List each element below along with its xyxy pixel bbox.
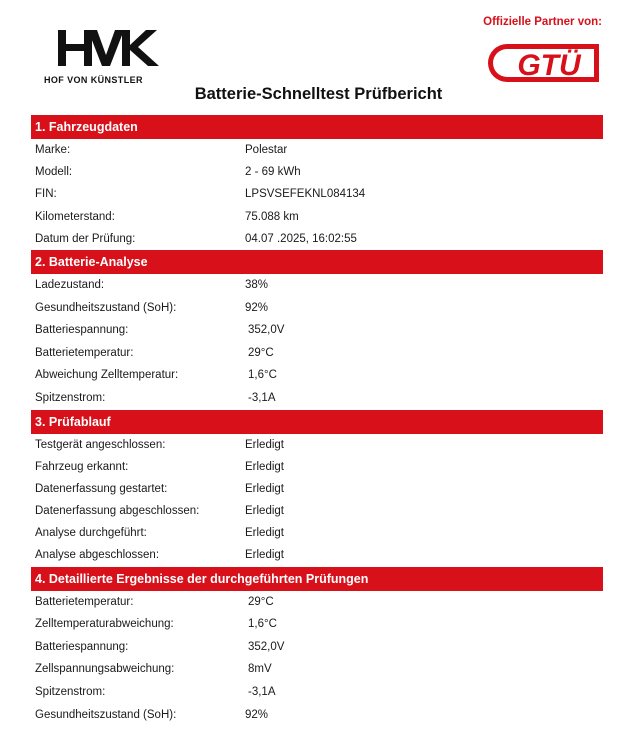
row-label: Datenerfassung gestartet: xyxy=(35,482,168,495)
row-label: Ladezustand: xyxy=(35,278,105,291)
section-vehicle-data xyxy=(31,115,603,250)
data-row xyxy=(31,274,603,297)
row-label: Kilometerstand: xyxy=(35,210,115,223)
row-label: Spitzenstrom: xyxy=(35,686,106,698)
data-row xyxy=(31,206,603,228)
data-row xyxy=(31,704,603,727)
data-row xyxy=(31,387,603,410)
gtue-logo xyxy=(485,38,603,88)
hvk-logo xyxy=(44,28,176,88)
report-title: Batterie-Schnelltest Prüfbericht xyxy=(194,85,443,103)
row-label: Zelltemperaturabweichung: xyxy=(35,618,174,631)
row-value: Erledigt xyxy=(245,505,284,518)
row-label: Analyse durchgeführt: xyxy=(35,527,147,540)
row-label: Testgerät angeschlossen: xyxy=(35,438,166,451)
row-label: Analyse abgeschlossen: xyxy=(35,549,160,562)
row-value: 1,6°C xyxy=(248,618,277,631)
row-label: Batterietemperatur: xyxy=(35,346,134,359)
data-row xyxy=(31,522,603,544)
data-row xyxy=(31,364,603,387)
data-row xyxy=(31,478,603,500)
row-label: Batteriespannung: xyxy=(35,640,129,653)
section-header: 2. Batterie-Analyse xyxy=(31,250,603,274)
row-label: Gesundheitszustand (SoH): xyxy=(35,708,177,721)
section-header: 4. Detaillierte Ergebnisse der durchgeführten Prüfungen xyxy=(31,567,603,591)
report-content xyxy=(31,115,603,726)
row-label: Datum der Prüfung: xyxy=(35,232,136,245)
data-row xyxy=(31,636,603,659)
section-header: 1. Fahrzeugdaten xyxy=(31,115,603,139)
section-header: 3. Prüfablauf xyxy=(31,410,603,434)
gtue-logo-mark xyxy=(485,38,603,88)
data-row xyxy=(31,681,603,704)
row-value: 352,0V xyxy=(248,324,285,337)
row-value: -3,1A xyxy=(248,686,276,698)
row-value: Erledigt xyxy=(245,438,284,451)
row-value: Erledigt xyxy=(245,460,284,473)
data-row xyxy=(31,591,603,614)
row-value: 29°C xyxy=(248,346,274,359)
hvk-logo-mark xyxy=(58,28,162,68)
data-row xyxy=(31,161,603,183)
row-value: 38% xyxy=(245,278,269,291)
section-test-procedure xyxy=(31,410,603,567)
row-value: 92% xyxy=(245,301,269,314)
hvk-logo-subtitle: HOF VON KÜNSTLER xyxy=(44,75,143,85)
data-row xyxy=(31,228,603,250)
data-row xyxy=(31,544,603,566)
row-label: Abweichung Zelltemperatur: xyxy=(35,369,179,382)
row-label: Fahrzeug erkannt: xyxy=(35,460,129,473)
row-value: 75.088 km xyxy=(245,210,299,223)
gtue-logo-text: GTÜ xyxy=(517,49,581,82)
data-row xyxy=(31,139,603,161)
partner-label: Offizielle Partner von: xyxy=(483,16,602,28)
row-value: Erledigt xyxy=(245,482,284,495)
data-row xyxy=(31,183,603,205)
data-row xyxy=(31,319,603,342)
row-value: 92% xyxy=(245,708,269,721)
row-value: 2 - 69 kWh xyxy=(245,166,301,179)
data-row xyxy=(31,658,603,681)
row-label: Zellspannungsabweichung: xyxy=(35,663,175,676)
row-value: 04.07 .2025, 16:02:55 xyxy=(245,232,357,245)
data-row xyxy=(31,456,603,478)
row-label: Datenerfassung abgeschlossen: xyxy=(35,505,200,518)
data-row xyxy=(31,613,603,636)
row-label: Modell: xyxy=(35,166,73,179)
row-value: 352,0V xyxy=(248,640,285,653)
data-row xyxy=(31,434,603,456)
row-value: 29°C xyxy=(248,595,274,608)
row-label: Marke: xyxy=(35,144,71,156)
row-label: Batteriespannung: xyxy=(35,324,129,337)
section-battery-analysis xyxy=(31,250,603,410)
row-label: Batterietemperatur: xyxy=(35,595,134,608)
row-value: Polestar xyxy=(245,144,288,156)
data-row xyxy=(31,297,603,320)
row-value: 1,6°C xyxy=(248,369,277,382)
row-label: FIN: xyxy=(35,188,57,201)
section-detailed-results xyxy=(31,567,603,727)
row-label: Gesundheitszustand (SoH): xyxy=(35,301,177,314)
row-value: LPSVSEFEKNL084134 xyxy=(245,188,366,201)
data-row xyxy=(31,342,603,365)
row-value: Erledigt xyxy=(245,527,284,540)
row-value: -3,1A xyxy=(248,391,276,404)
row-value: Erledigt xyxy=(245,549,284,562)
data-row xyxy=(31,500,603,522)
row-label: Spitzenstrom: xyxy=(35,391,106,404)
row-value: 8mV xyxy=(248,663,272,676)
